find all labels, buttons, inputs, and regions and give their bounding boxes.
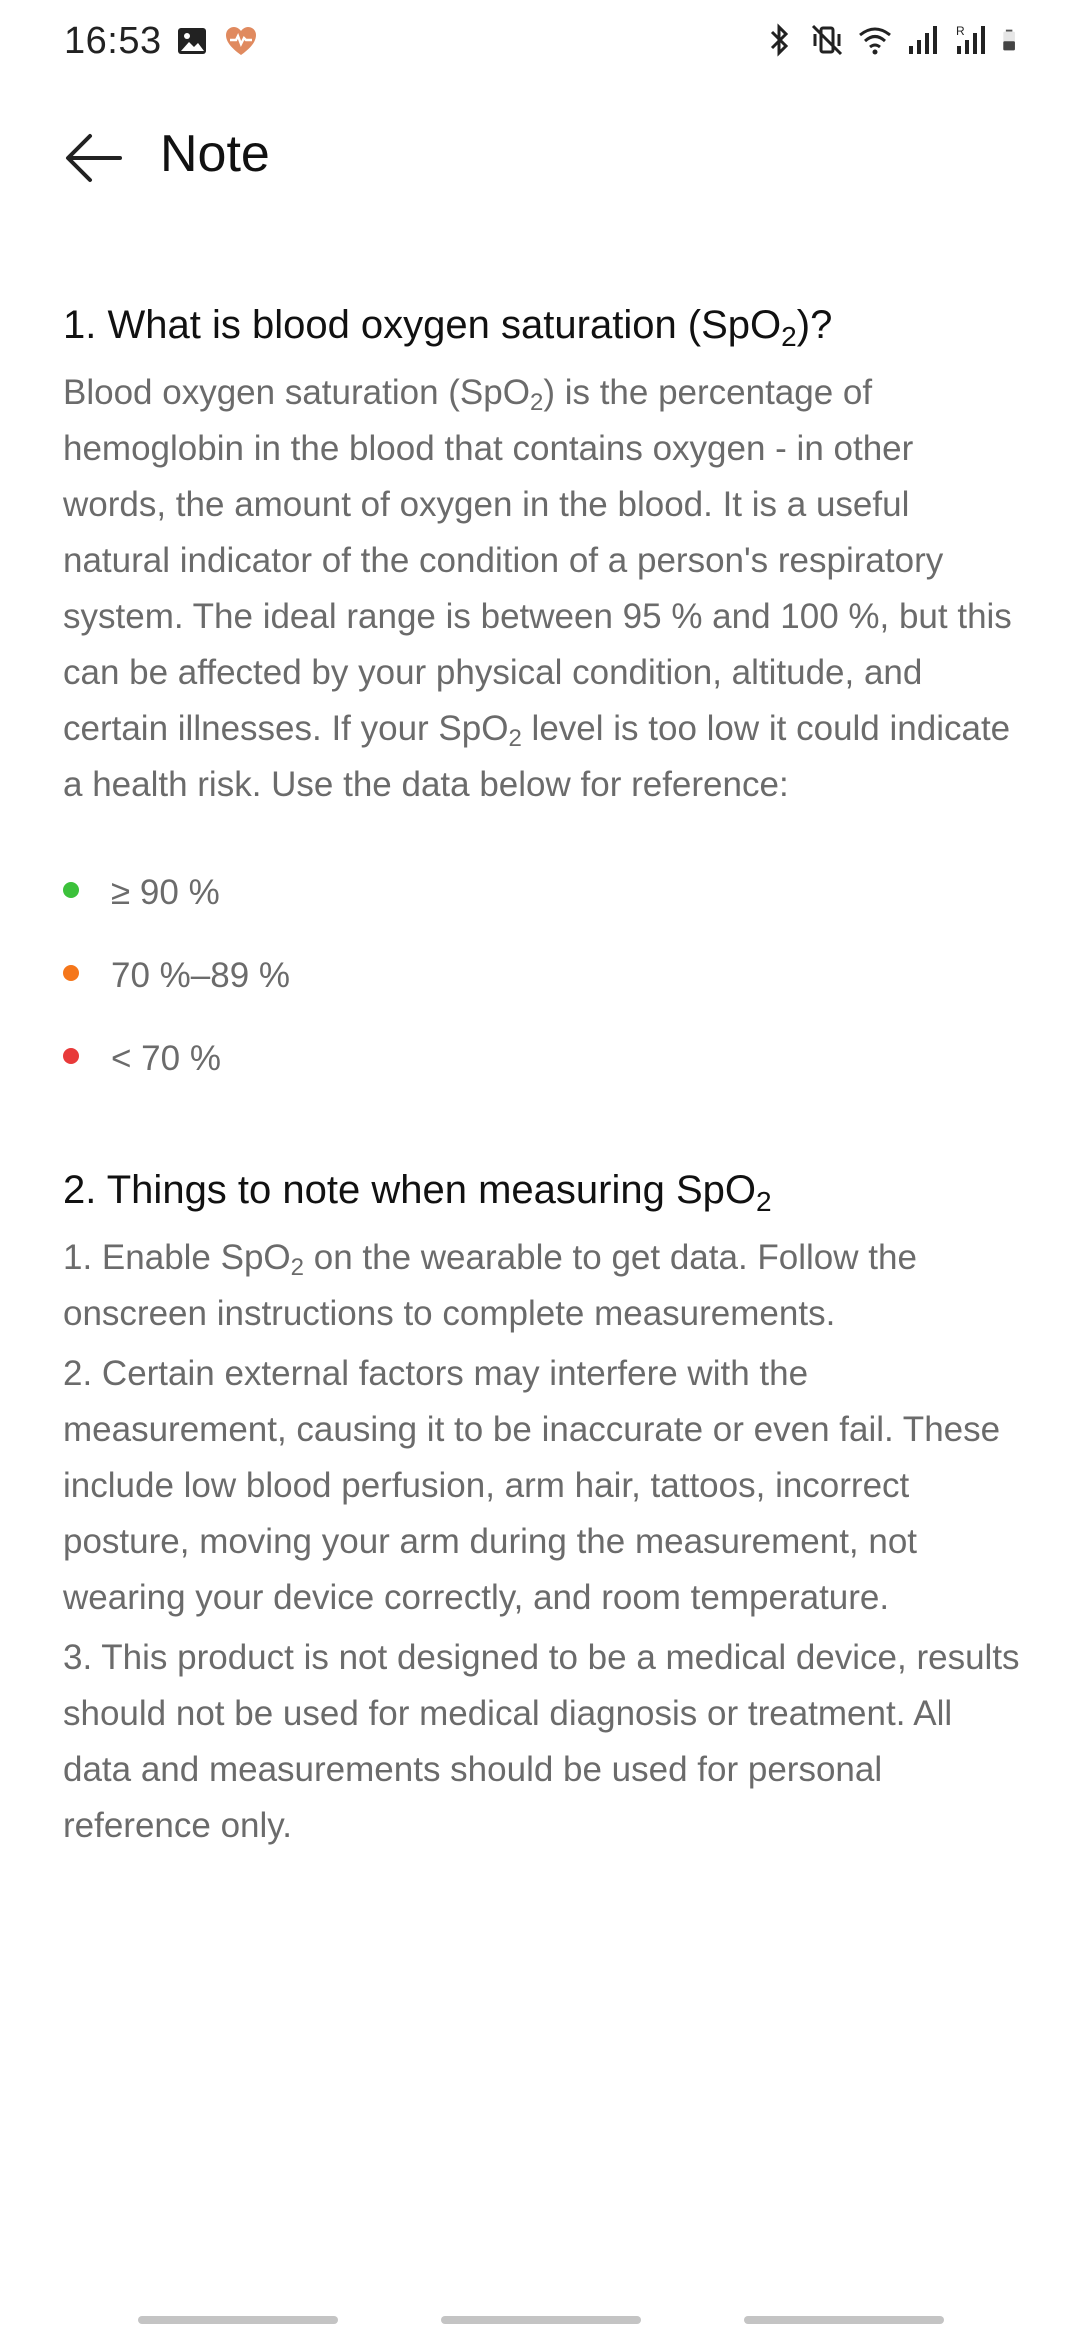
- navigation-bar: [0, 2310, 1080, 2330]
- legend-item: ≥ 90 %: [63, 851, 1023, 934]
- section-spo2-definition: [63, 295, 1023, 1100]
- signal-icon: [906, 22, 940, 58]
- back-arrow-icon[interactable]: [60, 128, 130, 188]
- svg-text:R: R: [956, 24, 965, 38]
- reference-legend: [63, 851, 1023, 1100]
- mute-vibrate-icon: [810, 22, 844, 58]
- orange-dot-icon: [63, 965, 79, 981]
- red-dot-icon: [63, 1048, 79, 1064]
- section-heading: 1. What is blood oxygen saturation (SpO$_2$)?: [63, 303, 833, 352]
- battery-icon: [1002, 22, 1024, 58]
- wifi-icon: [858, 22, 892, 58]
- bluetooth-icon: [762, 22, 796, 58]
- page-title: Note: [160, 125, 270, 183]
- section-heading: 2. Things to note when measuring SpO$_2$: [63, 1168, 772, 1217]
- app-bar: [0, 118, 1080, 198]
- definition-paragraph: Blood oxygen saturation (SpO$_2$) is the percentage of hemoglobin in the blood that contains oxygen - in other words, the amount of oxygen in the blood. It is a useful natural indicator of the condition of a person's respiratory system. The ideal range is between 95 % and 100 %, but this can be affected by your physical condition, altitude, and certain illnesses. If your SpO$_2$ level is too low it could indicate a health risk. Use the data below for reference:: [63, 373, 1012, 804]
- status-bar: [0, 0, 1080, 84]
- gallery-icon: [176, 24, 210, 60]
- legend-item: 70 %–89 %: [63, 934, 1023, 1017]
- green-dot-icon: [63, 882, 79, 898]
- legend-item: < 70 %: [63, 1017, 1023, 1100]
- note-item: 2. Certain external factors may interfere with the measurement, causing it to be inaccurate or even fail. These include low blood perfusion, arm hair, tattoos, incorrect posture, moving your arm during the measurement, not wearing your device correctly, and room temperature.: [63, 1354, 1001, 1617]
- recents-nav-button[interactable]: [138, 2316, 338, 2324]
- back-nav-button[interactable]: [744, 2316, 944, 2324]
- section-measurement-notes: [63, 1160, 1023, 1854]
- home-nav-button[interactable]: [441, 2316, 641, 2324]
- note-content: [63, 295, 1023, 1854]
- status-time: 16:53: [64, 20, 162, 62]
- note-item: 1. Enable SpO$_2$ on the wearable to get data. Follow the onscreen instructions to complete measurements.: [63, 1238, 917, 1333]
- signal-roaming-icon: [954, 22, 988, 58]
- health-heart-icon: [224, 24, 258, 60]
- note-item: 3. This product is not designed to be a medical device, results should not be used for medical diagnosis or treatment. All data and measurements should be used for personal reference only.: [63, 1638, 1020, 1845]
